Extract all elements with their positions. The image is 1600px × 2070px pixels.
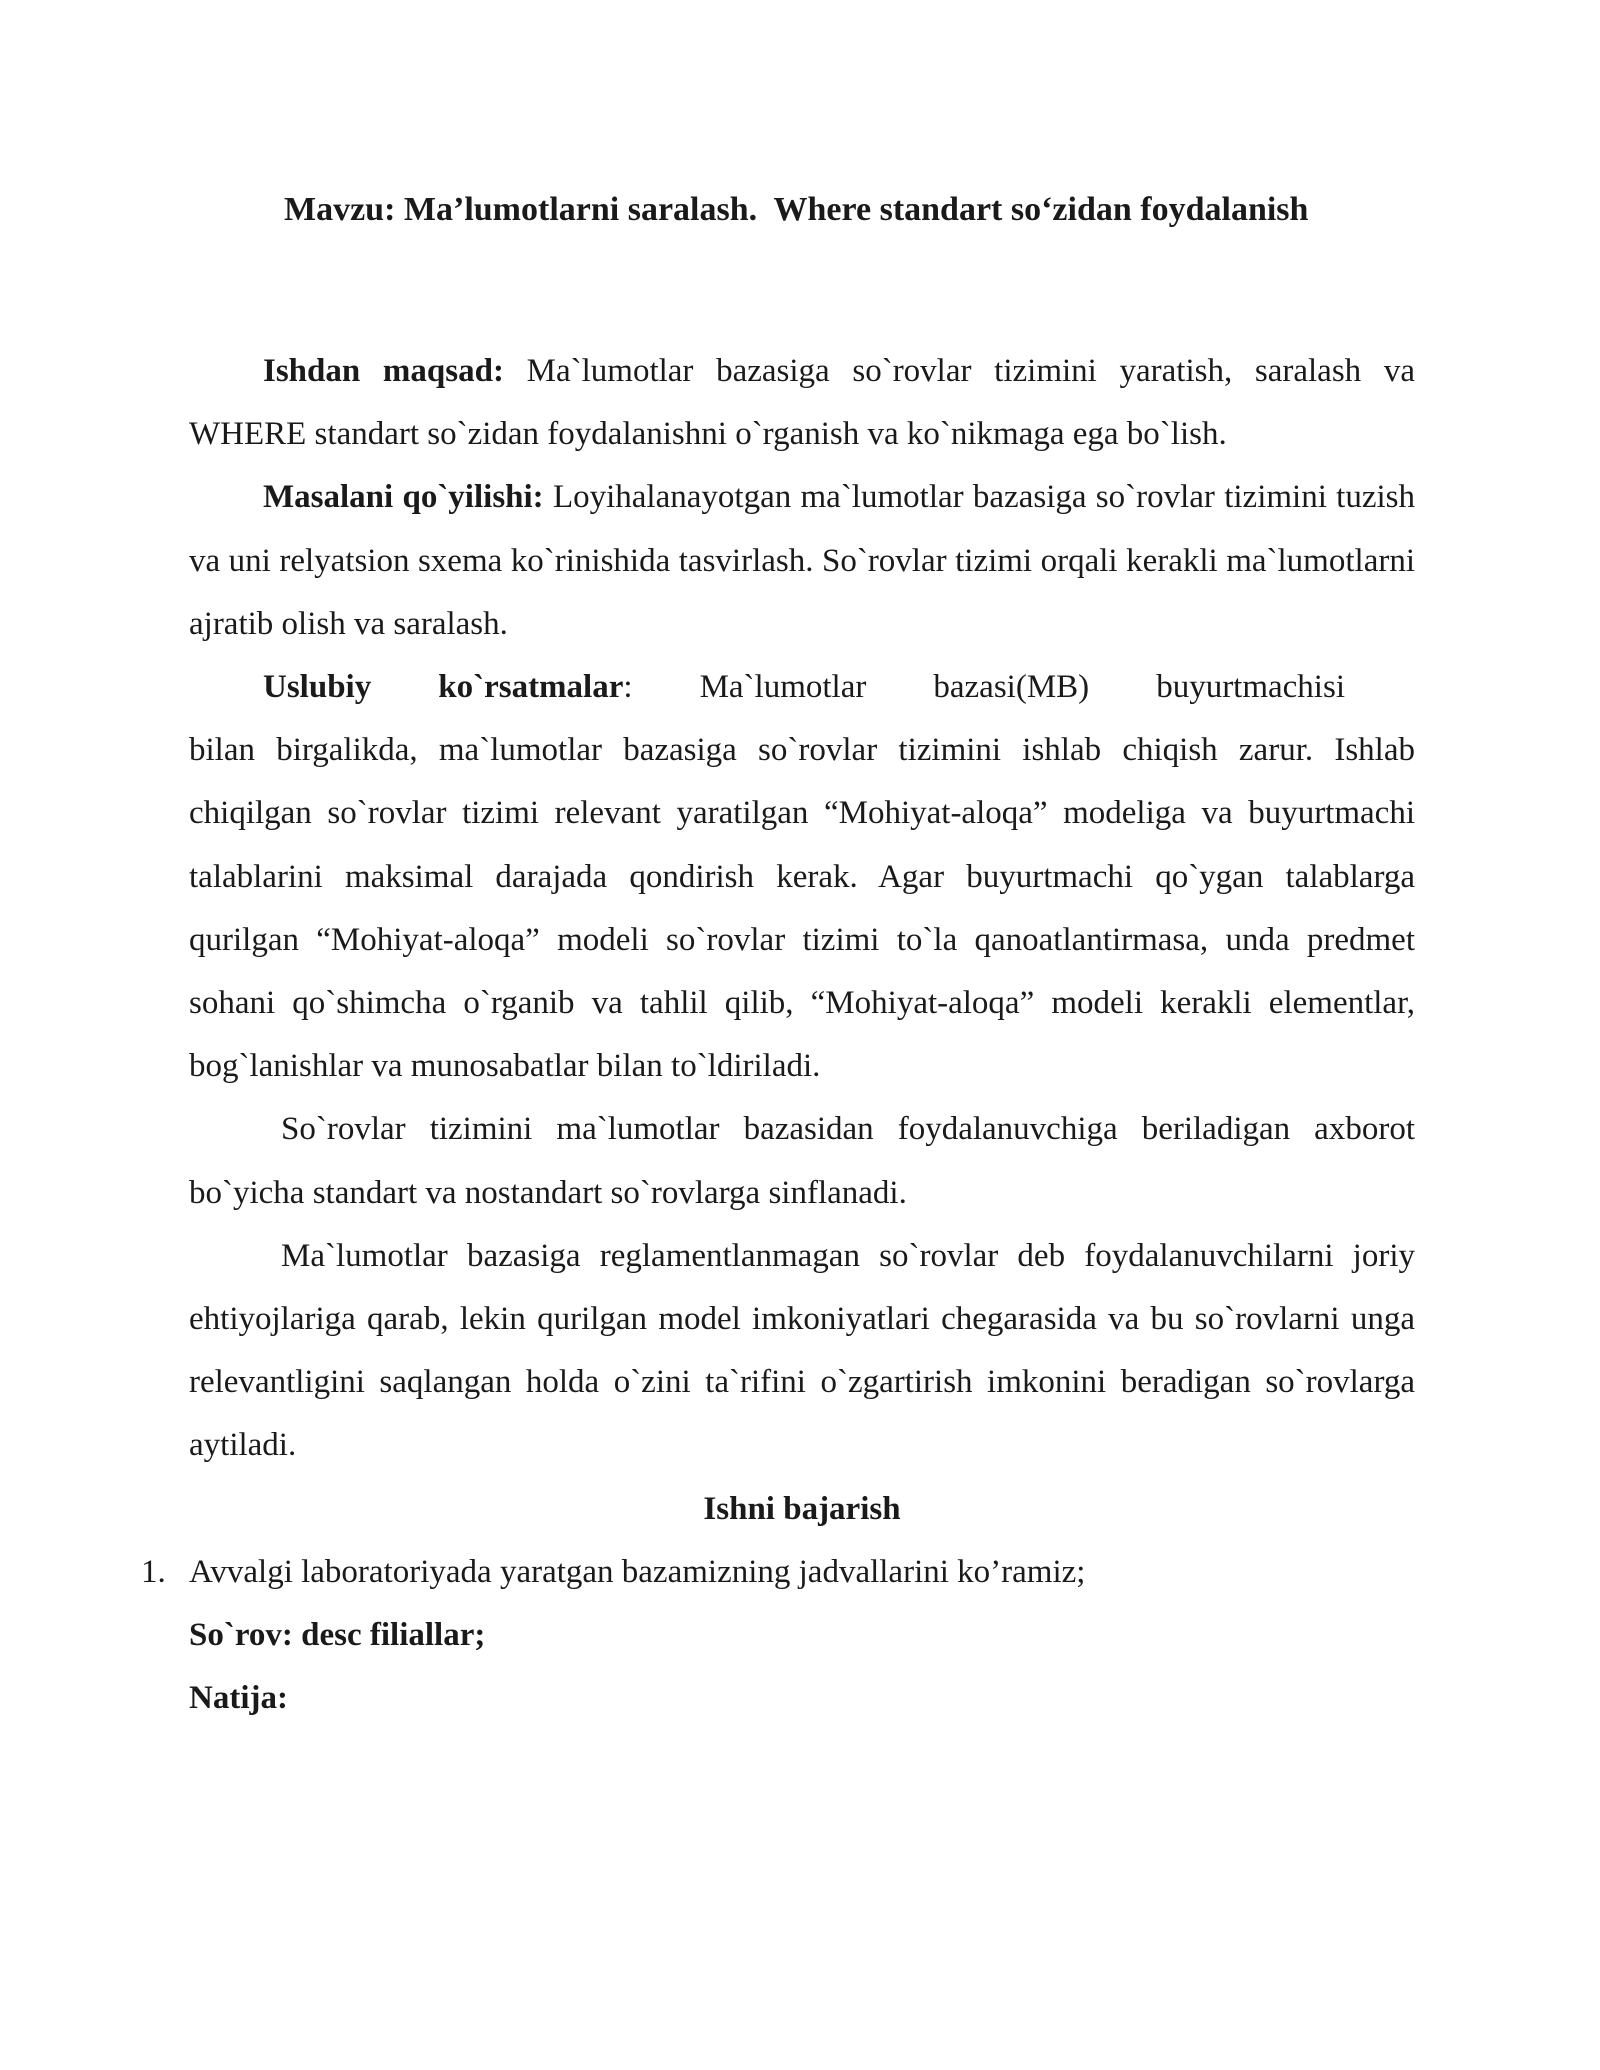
result-label: Natija: xyxy=(189,1680,288,1717)
uslubiy-label-2-wrap xyxy=(438,656,632,719)
section-heading: Ishni bajarish xyxy=(703,1490,901,1527)
maqsad-label: Ishdan maqsad: xyxy=(263,353,504,389)
uslubiy-label-1: Uslubiy xyxy=(263,669,372,706)
list-item xyxy=(141,1541,1415,1604)
paragraph-uslubiy: bilan birgalikda, ma`lumotlar bazasiga so`rovlar tizimini ishlab chiqish zarur. Ishlab chiqilgan so`rovlar tizimi relevant yaratilgan “Mohiyat-aloqa” modeliga va buyurtmachi talablarini maksimal darajada qondirish kerak. Agar buyurtmachi qo`ygan talablarga qurilgan “Mohiyat-aloqa” modeli so`rovlar tizimi to`la qanoatlantirmasa, unda predmet sohani qo`shimcha o`rganib va tahlil qilib, “Mohiyat-aloqa” modeli kerakli elementlar, bog`lanishlar va munosabatlar bilan to`ldiriladi. xyxy=(189,732,1415,1085)
masala-text: Loyihalanayotgan ma`lumotlar bazasiga so`rovlar tizimini tuzish va uni relyatsion sxema ko`rinishida tasvirlash. So`rovlar tizimi orqali kerakli ma`lumotlarni ajratib olish va saralash. xyxy=(189,479,1415,642)
uslubiy-word-2: bazasi(MB) xyxy=(933,669,1090,706)
paragraph-standart: So`rovlar tizimini ma`lumotlar bazasidan foydalanuvchiga beriladigan axborot bo`yicha standart va nostandart so`rovlarga sinflanadi. xyxy=(189,1111,1415,1211)
document-body xyxy=(141,340,1415,1730)
paragraph-reglament: Ma`lumotlar bazasiga reglamentlanmagan so`rovlar deb foydalanuvchilarni joriy ehtiyojlariga qarab, lekin qurilgan model imkoniyatlari chegarasida va bu so`rovlarni unga relevantligini saqlangan holda o`zini ta`rifini o`zgartirish imkonini beradigan so`rovlarga aytiladi. xyxy=(189,1237,1415,1464)
paragraph-maqsad xyxy=(189,340,1415,466)
uslubiy-colon: : xyxy=(623,669,633,706)
maqsad-text: Ma`lumotlar bazasiga so`rovlar tizimini yaratish, saralash va WHERE standart so`zidan foydalanishni o`rganish va ko`nikmaga ega bo`lish. xyxy=(189,353,1415,453)
uslubiy-word-1: Ma`lumotlar xyxy=(699,669,867,706)
paragraph-masala xyxy=(189,466,1415,656)
uslubiy-first-line xyxy=(189,656,1415,719)
query-line: So`rov: desc filiallar; xyxy=(189,1617,486,1654)
uslubiy-word-3: buyurtmachisi xyxy=(1156,669,1345,706)
uslubiy-label-2: ko`rsatmalar xyxy=(438,669,624,706)
list-number: 1. xyxy=(141,1553,166,1590)
list-item-text: Avvalgi laboratoriyada yaratgan bazamizning jadvallarini ko’ramiz; xyxy=(189,1553,1086,1590)
masala-label: Masalani qo`yilishi: xyxy=(263,479,544,516)
page-title: Mavzu: Ma’lumotlarni saralash. Where standart so‘zidan foydalanish xyxy=(284,191,1309,228)
